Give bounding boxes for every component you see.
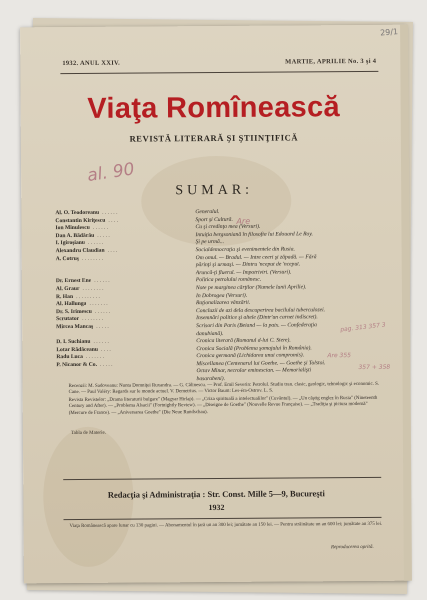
toc-author: D. I. Suchianu: [56, 338, 91, 346]
toc-author: R. Han: [55, 293, 74, 300]
toc-leader-dots: . . . . . .: [102, 209, 118, 216]
toc-work-title: Intuiţia bergsoniană în filosofia lui Edouard Le Roy.: [195, 231, 313, 238]
toc-work-title: Şi pe urmă...: [195, 239, 225, 246]
toc-author: Dr. S. Irimescu: [56, 308, 92, 315]
toc-author: Al. Hallunga: [55, 301, 87, 308]
magazine-cover: [20, 25, 410, 584]
toc-leader-dots: . . . . . . . .: [81, 255, 103, 262]
toc-leader-dots: . . . . . .: [94, 278, 110, 285]
reviews-text: Recenzii: M. Sadoveanu: Nunta Domniţei Ruxandra. — G. Călinescu. — Prof. Emil Severin: Petrolul. Studiu tran. clasic, geologic, tehnologic şi economic. S. Cane. — Paul Valéry: Regards sur le monde actuel. V. Demetrius. — Victor Baum: Les-éra-Ostrov. L. S.: [68, 381, 380, 396]
toc-leader-dots: . . . . . .: [94, 308, 111, 315]
toc-author: Ion Minulescu: [55, 225, 90, 232]
toc-work-title: Politica petrolului românesc.: [195, 277, 262, 284]
toc-author: A. Cotruş: [55, 255, 80, 262]
toc-leader-dots: . . . . . .: [93, 338, 109, 345]
toc-leader-dots: . . . . . .: [87, 240, 104, 247]
toc-leader-dots: . . . . .: [96, 323, 109, 330]
toc-leader-dots: . . . .: [100, 346, 111, 353]
toc-work-title: Note pe marginea cărţilor (Numele lunii Aprilie).: [195, 284, 307, 292]
toc-leader-dots: . . . . .: [97, 232, 110, 239]
toc-author: Dr. Ernest Ene: [55, 278, 92, 285]
handwritten-note: 357 + 358: [358, 363, 391, 372]
toc-leader-dots: . . . . . . . . .: [76, 293, 100, 300]
toc-author: Al. Graur: [55, 285, 80, 293]
toc-work-title: Cu şi credinţa mea (Versuri).: [195, 223, 261, 231]
toc-work-title: Socialdemocraţia şi evenimentele din Rusia.: [195, 246, 295, 254]
toc-author: Lotar Rădăceanu: [56, 346, 99, 353]
issue-line: [62, 58, 376, 67]
toc-leader-dots: . . . . . . .: [89, 300, 108, 308]
toc-leader-dots: . . . . . . .: [85, 354, 105, 361]
toc-work-title: basarabeni).: [196, 375, 225, 383]
reviews-section: [69, 382, 385, 418]
handwritten-note: pag. 313 357 3: [339, 321, 387, 334]
toc-work-title: Concluzii de azi dela descoperirea bacilului tuberculozei.: [196, 306, 326, 314]
toc-leader-dots: . . . . . . . .: [82, 316, 104, 323]
toc-work-title: Aruncă-ţi fluerul. — Împotriviri. (Versuri).: [195, 269, 292, 276]
reproduction-notice: Reproducerea oprită.: [330, 544, 374, 551]
toc-work-title: Octav Minar, necrolor eminescian. — Memorialişti: [196, 367, 312, 375]
toc-work-title: In Dobrogea (Versuri).: [195, 292, 248, 299]
toc-author: Dan A. Bădărău: [55, 232, 95, 239]
toc-work-title: Generalul.: [195, 208, 220, 216]
toc-work-title: Cronica germană (Lichidarea unui compromis).: [196, 352, 305, 360]
publication-year: 1932: [208, 502, 225, 513]
toc-work-title: Raţionalizarea vânzării.: [195, 299, 251, 307]
index-label: Tabla de Materie.: [70, 430, 106, 437]
subscription-note: Viaţa Românească apare lunar cu 130 pagini. — Abonamentul în ţară un an 300 lei; jumătate an 150 lei. — Pentru străinătate un an 600 lei; jumătate an 375 lei.: [69, 521, 383, 530]
pencil-mark: al. 90: [85, 159, 136, 187]
toc-author: Al. O. Teodoreanu: [55, 209, 100, 217]
toc-author: Scrutator: [56, 316, 80, 323]
toc-work-title: Miscellanea (Centenarul lui Goethe. — Goethe şi Tolstoi.: [196, 360, 326, 368]
toc-leader-dots: . . . . .: [99, 361, 113, 368]
pencil-note: 29/1: [379, 27, 399, 38]
toc-work-title: Om omul. — Bradul. — Intre ceeri şi zăpadă. — Fără: [195, 253, 317, 261]
magazine-title: Viaţa Romînească: [87, 91, 340, 125]
toc-leader-dots: . . . .: [107, 247, 118, 254]
handwritten-note: Are: [236, 216, 251, 226]
toc-author: Alexandru Claudian: [55, 247, 105, 255]
toc-work-title: Cronica literară (Romanul d-lui C. Stere).: [196, 337, 291, 345]
handwritten-note: Are 355: [327, 352, 352, 360]
toc-author: P. Nicanor & Co.: [56, 361, 98, 368]
toc-leader-dots: . . . .: [108, 217, 119, 224]
toc-leader-dots: . . . . . .: [92, 224, 109, 232]
editorial-address: Redacţia şi Administraţia : Str. Const. Mille 5—9, Bucureşti: [107, 488, 325, 500]
toc-author: Radu Luca: [56, 354, 83, 361]
magazine-subtitle: REVISTĂ LITERARĂ ŞI ŞTIINŢIFICĂ: [129, 132, 299, 144]
toc-author: Constantin Kiriţescu: [55, 217, 106, 224]
toc-work-title: Cronica Socială (Problema şomajului în România).: [196, 345, 312, 352]
toc-work-title: danubiană).: [196, 330, 224, 337]
year-issue: 1932. ANUL XXIV.: [62, 59, 121, 68]
issue-months: MARTIE, APRILIE No. 3 şi 4: [285, 57, 377, 66]
contents-heading: SUMAR:: [175, 182, 254, 199]
toc-work-title: Însemnări politice şi altele (Dintr'un carnet indiscret).: [196, 314, 318, 322]
toc-author: I. Igiroşianu: [55, 240, 86, 247]
toc-author: Mircea Mancaş: [56, 323, 94, 331]
toc-work-title: Scrisori din Paris (Beiand — la paix. — Confederaţia: [196, 322, 317, 330]
header-rule: [60, 71, 378, 74]
toc-work-title: Sport şi Cultură.: [195, 216, 233, 223]
toc-leader-dots: . . . . . . . .: [82, 285, 104, 292]
journal-reviews-text: Revista Revistelor: „Drama literaturii bulgare" (Magyar Hirlap). — „Criza spirituală a intelectualilor" (Cuvântul). — „Un câştig englez în Rusia" (Nineteenth Century and After). — „Problema Alsacii" (Fortnightly Review). — „Diseigne de Goethe" (Nouvelle Revue Française). — „Tradiţia şi pictura modernă" (Mercure de France). — „Aniversarea Goethe" (Die Neue Rundschau).: [68, 395, 378, 416]
toc-work-title: părinţi şi urmaşi. — Dintru 'nceput de 'nceput.: [195, 261, 301, 269]
